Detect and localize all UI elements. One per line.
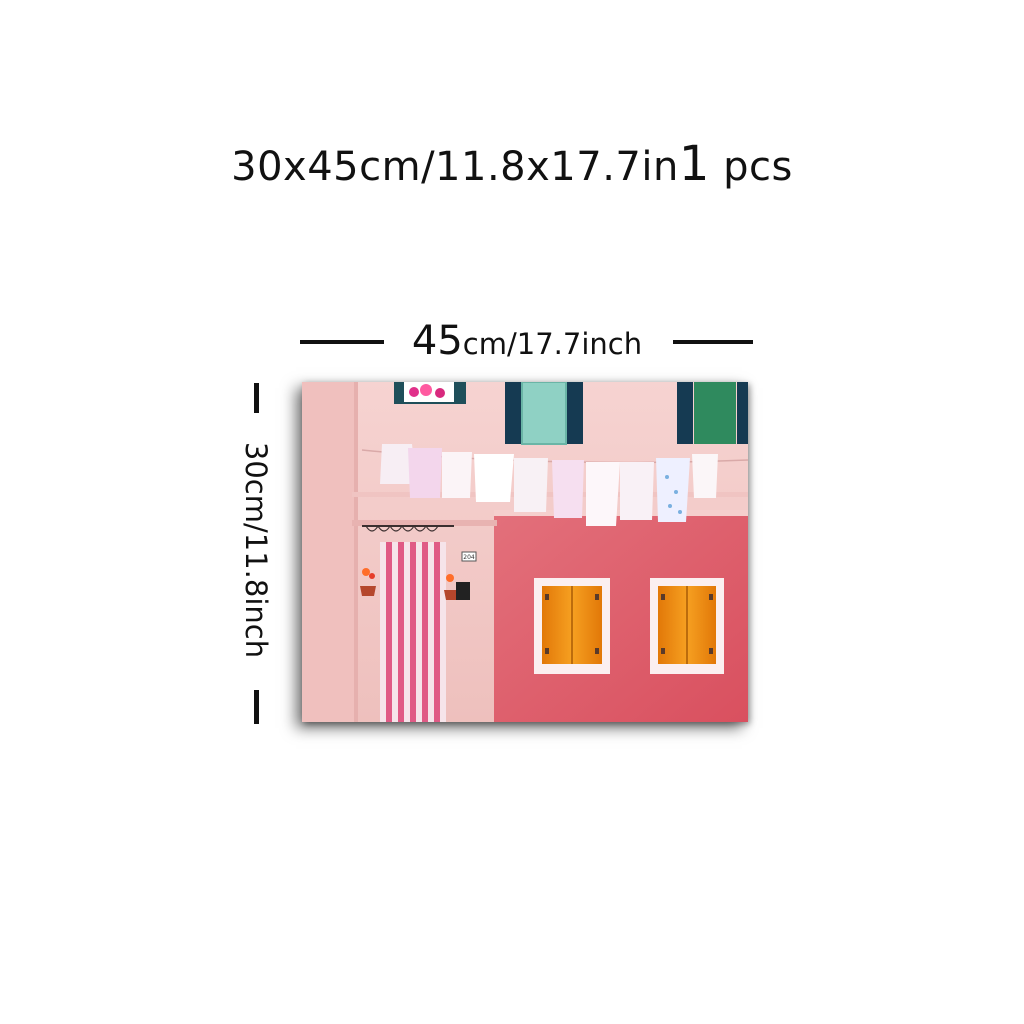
width-line-right xyxy=(673,340,753,344)
size-title xyxy=(0,138,1024,193)
height-label: 30cm/11.8inch xyxy=(239,441,273,659)
height-line-top xyxy=(254,383,259,413)
pink-house-laundry-line-icon xyxy=(302,382,748,722)
quantity-number: 1 xyxy=(678,136,710,192)
quantity-unit: pcs xyxy=(723,144,793,190)
width-dimension xyxy=(300,318,760,368)
size-text: 30x45cm/11.8x17.7in xyxy=(231,144,679,190)
height-line-bottom xyxy=(254,690,259,724)
canvas-print xyxy=(302,382,748,722)
house-number: 204 xyxy=(463,554,475,561)
width-number: 45 xyxy=(411,318,463,364)
width-line-left xyxy=(300,340,384,344)
width-label xyxy=(392,318,662,364)
width-unit: cm/17.7inch xyxy=(462,327,643,361)
